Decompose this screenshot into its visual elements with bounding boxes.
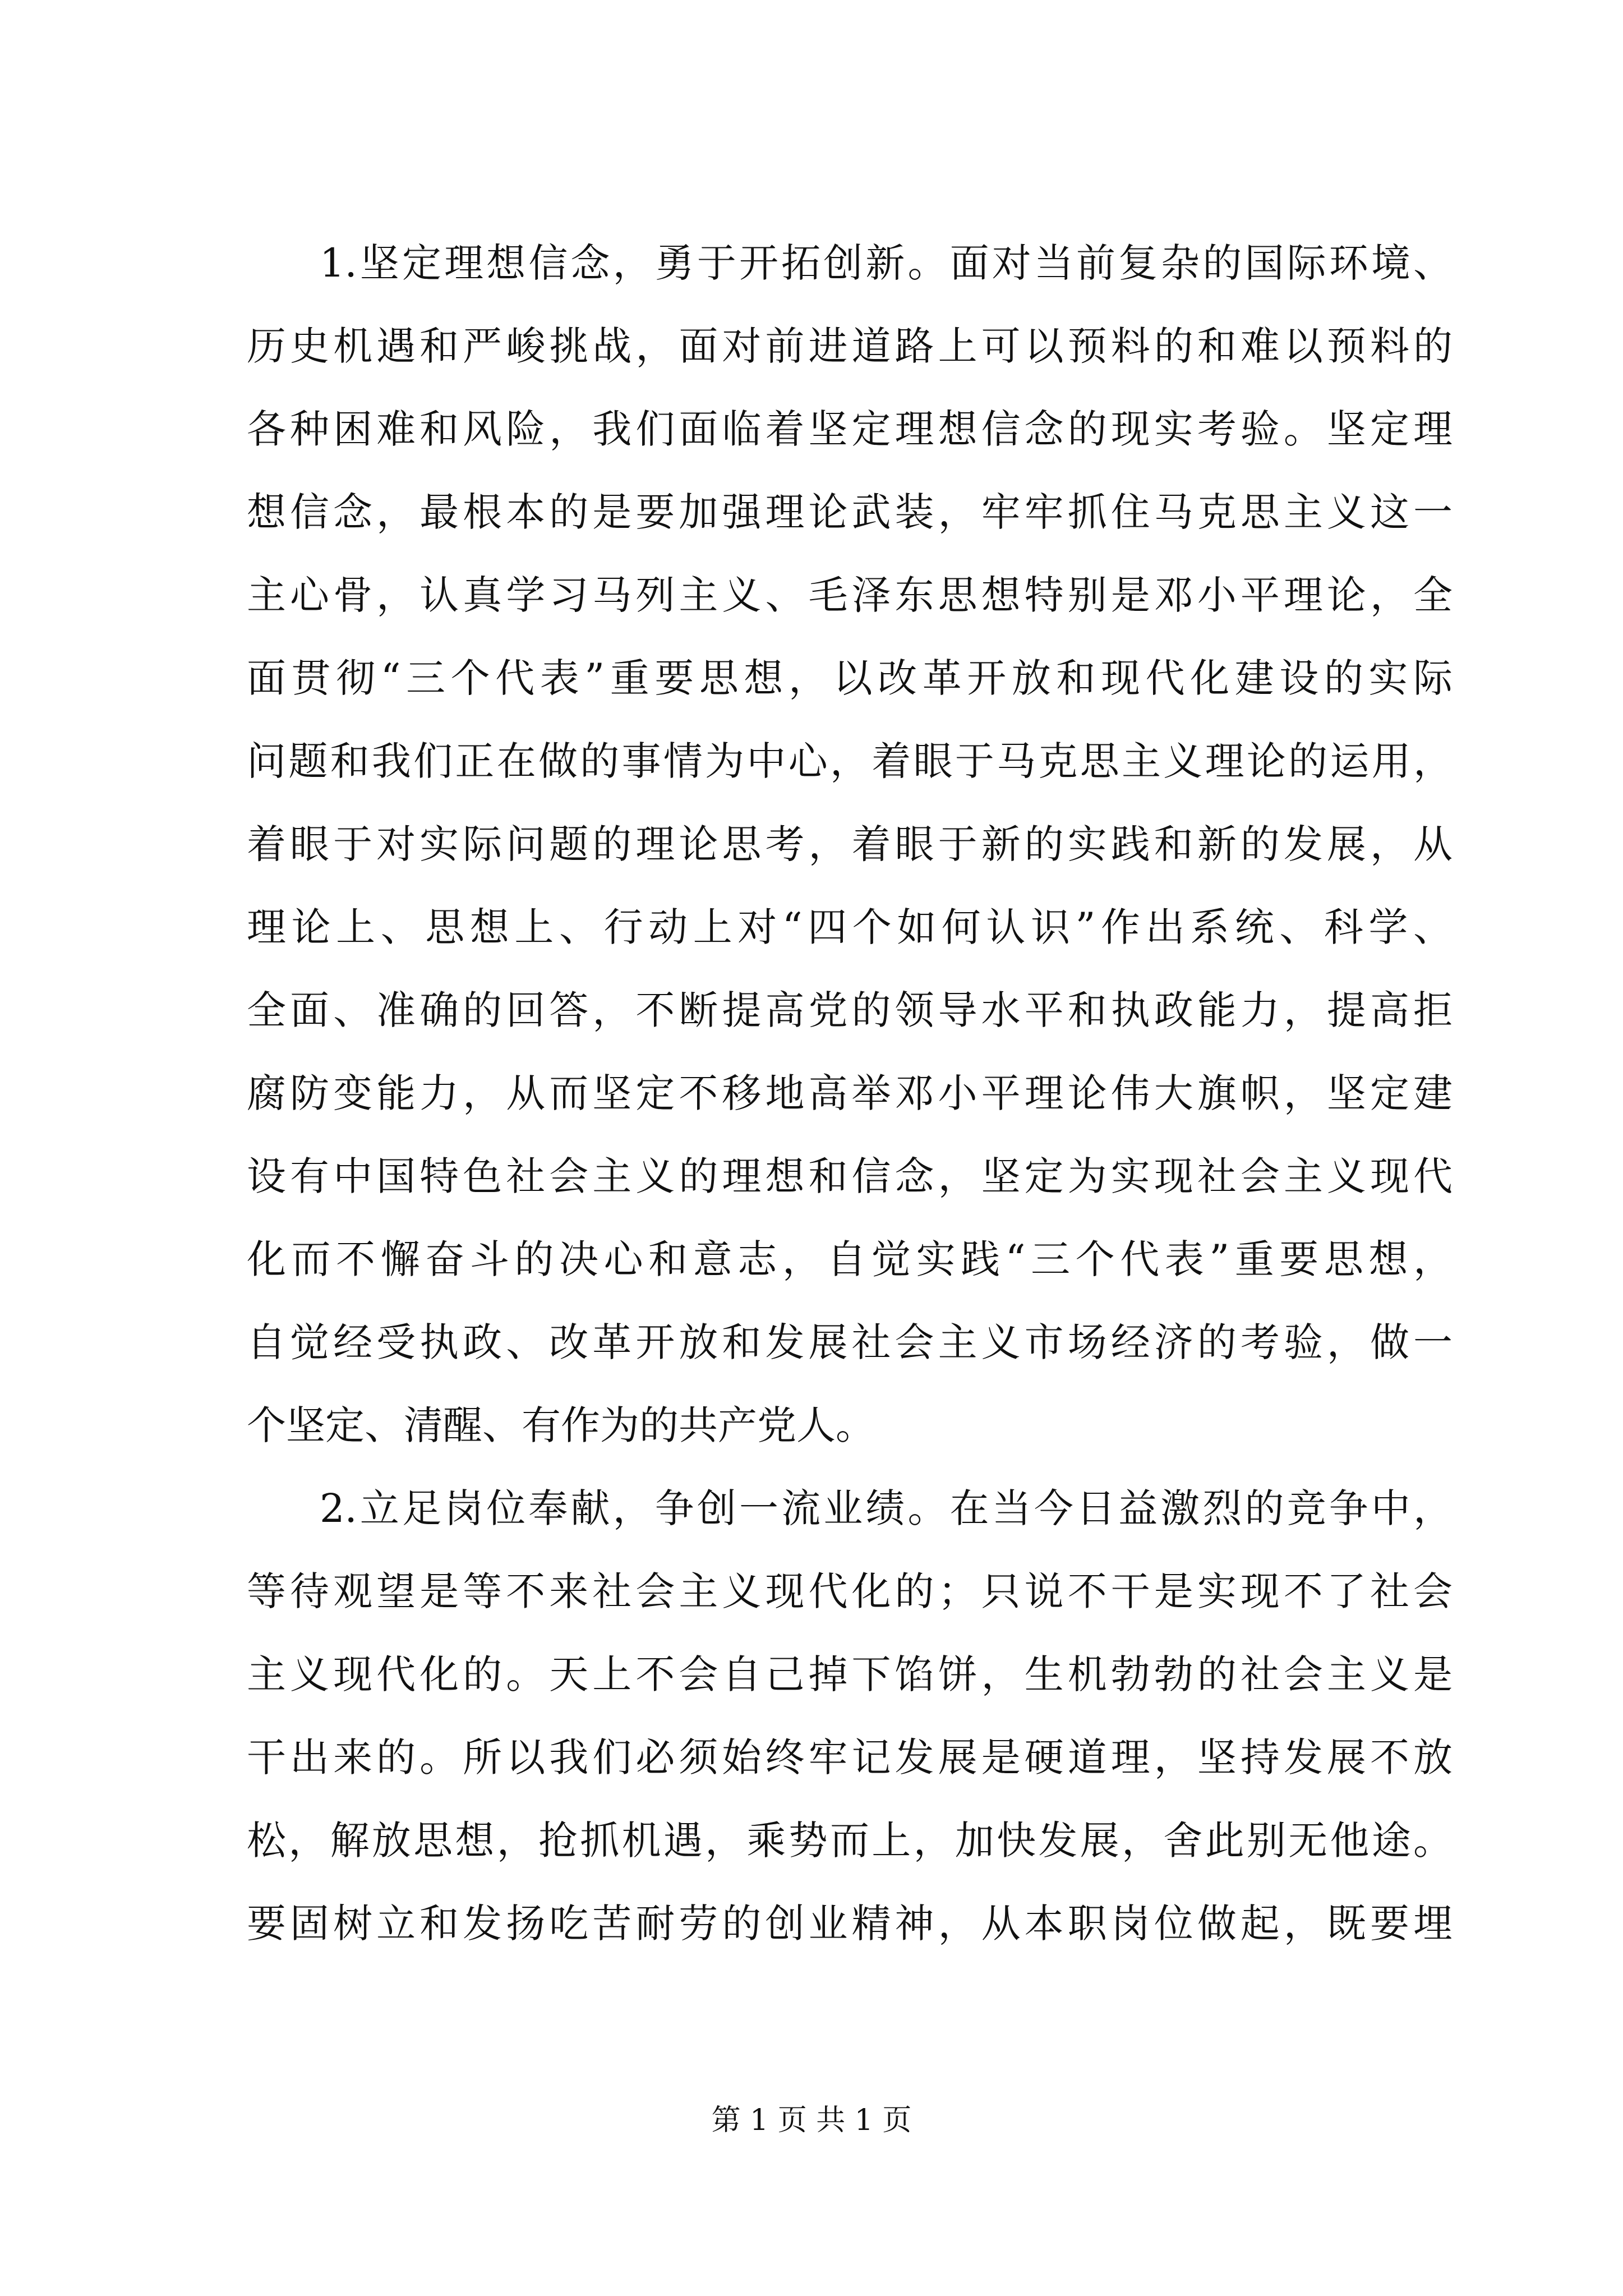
paragraph-1-line-2: 历史机遇和严峻挑战，面对前进道路上可以预料的和难以预料的: [247, 323, 1453, 369]
paragraph-2-line-5: 松，解放思想，抢抓机遇，乘势而上，加快发展，舍此别无他途。: [247, 1818, 1453, 1864]
paragraph-1-line-5: 主心骨，认真学习马列主义、毛泽东思想特别是邓小平理论，全: [247, 572, 1453, 618]
paragraph-1-line-15: 个坚定、清醒、有作为的共产党人。: [247, 1402, 875, 1448]
paragraph-1-line-11: 腐防变能力，从而坚定不移地高举邓小平理论伟大旗帜，坚定建: [247, 1070, 1453, 1116]
paragraph-1-line-8: 着眼于对实际问题的理论思考，着眼于新的实践和新的发展，从: [247, 821, 1453, 867]
paragraph-1-line-13: 化而不懈奋斗的决心和意志，自觉实践“三个代表”重要思想，: [247, 1236, 1453, 1282]
paragraph-1-line-1: 1.坚定理想信念，勇于开拓创新。面对当前复杂的国际环境、: [320, 240, 1453, 286]
paragraph-2-line-1: 2.立足岗位奉献，争创一流业绩。在当今日益激烈的竞争中，: [320, 1485, 1453, 1531]
paragraph-1-line-7: 问题和我们正在做的事情为中心，着眼于马克思主义理论的运用，: [247, 738, 1453, 784]
paragraph-1-line-9: 理论上、思想上、行动上对“四个如何认识”作出系统、科学、: [247, 904, 1453, 950]
paragraph-1-line-12: 设有中国特色社会主义的理想和信念，坚定为实现社会主义现代: [247, 1153, 1453, 1199]
document-body: [247, 222, 1453, 1965]
paragraph-1-line-4: 想信念，最根本的是要加强理论武装，牢牢抓住马克思主义这一: [247, 489, 1453, 535]
paragraph-2-line-6: 要固树立和发扬吃苦耐劳的创业精神，从本职岗位做起，既要埋: [247, 1901, 1453, 1947]
paragraph-1-line-14: 自觉经受执政、改革开放和发展社会主义市场经济的考验，做一: [247, 1319, 1453, 1365]
paragraph-2-line-3: 主义现代化的。天上不会自己掉下馅饼，生机勃勃的社会主义是: [247, 1651, 1453, 1697]
paragraph-1-line-10: 全面、准确的回答，不断提高党的领导水平和执政能力，提高拒: [247, 987, 1453, 1033]
page-footer: 第 1 页 共 1 页: [711, 2104, 912, 2137]
paragraph-2-line-4: 干出来的。所以我们必须始终牢记发展是硬道理，坚持发展不放: [247, 1734, 1453, 1780]
paragraph-2-line-2: 等待观望是等不来社会主义现代化的；只说不干是实现不了社会: [247, 1568, 1453, 1614]
paragraph-1-line-3: 各种困难和风险，我们面临着坚定理想信念的现实考验。坚定理: [247, 406, 1453, 452]
paragraph-1-line-6: 面贯彻“三个代表”重要思想，以改革开放和现代化建设的实际: [247, 655, 1453, 701]
